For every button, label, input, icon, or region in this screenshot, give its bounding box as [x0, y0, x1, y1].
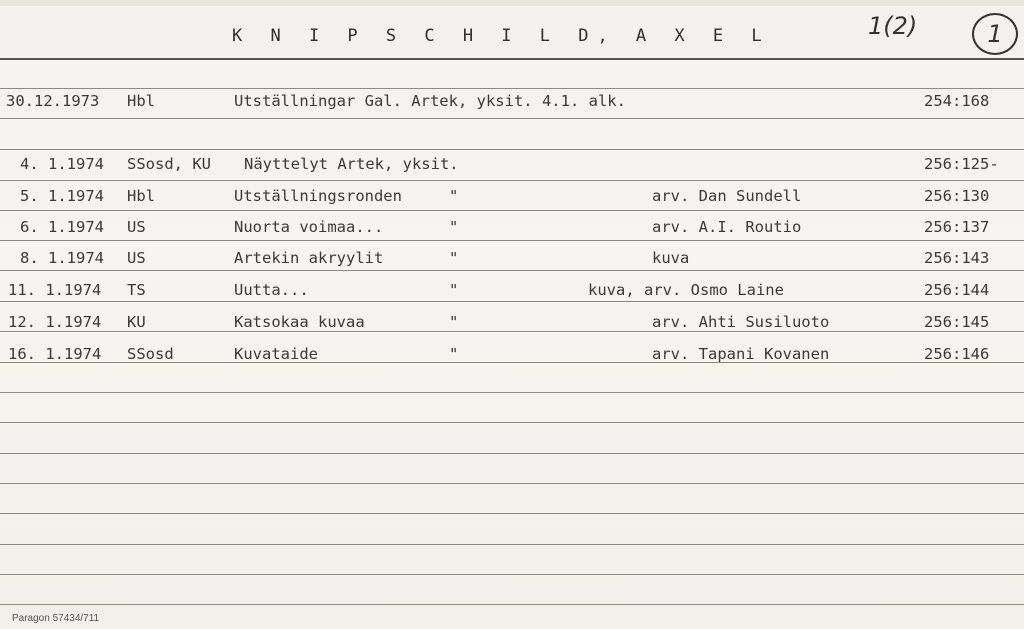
entry-ref: 256:145	[924, 313, 990, 331]
entry-date: 16. 1.1974	[8, 345, 102, 363]
entry-row	[0, 249, 1024, 273]
entry-source: US	[127, 249, 146, 267]
entry-title: Näyttelyt Artek, yksit.	[244, 155, 459, 173]
entry-row	[0, 187, 1024, 211]
entry-ref: 256:137	[924, 218, 990, 236]
entry-title: Kuvataide	[234, 345, 318, 363]
entry-date: 8. 1.1974	[20, 249, 104, 267]
card-top-edge	[0, 0, 1024, 6]
entry-source: TS	[127, 281, 146, 299]
entry-source: US	[127, 218, 146, 236]
entry-ditto: "	[449, 249, 459, 267]
entry-ditto: "	[449, 187, 459, 205]
rule-line	[0, 544, 1024, 545]
entry-source: KU	[127, 313, 146, 331]
entry-row	[0, 345, 1024, 369]
entry-source: SSosd	[127, 345, 174, 363]
entry-date: 4. 1.1974	[20, 155, 104, 173]
entry-date: 11. 1.1974	[8, 281, 102, 299]
rule-line	[0, 574, 1024, 575]
entry-note: kuva	[652, 249, 690, 267]
entry-title: Uutta...	[234, 281, 309, 299]
page-indicator: 1(2)	[868, 12, 918, 40]
entry-note: arv. Dan Sundell	[652, 187, 802, 205]
entry-title: Artekin akryylit	[234, 249, 384, 267]
entry-ditto: "	[449, 313, 459, 331]
rule-line	[0, 118, 1024, 119]
entry-ref: 254:168	[924, 92, 990, 110]
rule-line	[0, 513, 1024, 514]
entry-date: 12. 1.1974	[8, 313, 102, 331]
entry-row	[0, 92, 1024, 116]
entry-source: Hbl	[127, 187, 155, 205]
rule-line	[0, 180, 1024, 181]
entry-source: SSosd, KU	[127, 155, 211, 173]
entry-ditto: "	[449, 281, 459, 299]
entry-ref: 256:144	[924, 281, 990, 299]
entry-ref: 256:130	[924, 187, 990, 205]
circled-number: 1	[972, 13, 1018, 55]
rule-line	[0, 392, 1024, 393]
entry-title: Utställningsronden	[234, 187, 402, 205]
rule-line	[0, 453, 1024, 454]
entry-title: Katsokaa kuvaa	[234, 313, 365, 331]
rule-line	[0, 149, 1024, 150]
entry-note: arv. A.I. Routio	[652, 218, 802, 236]
printer-imprint: Paragon 57434/711	[12, 613, 100, 624]
rule-line	[0, 604, 1024, 605]
entry-note: kuva, arv. Osmo Laine	[588, 281, 784, 299]
entry-row	[0, 281, 1024, 305]
entry-ditto: "	[449, 345, 459, 363]
entry-date: 30.12.1973	[6, 92, 100, 110]
card-header-name: K N I P S C H I L D, A X E L	[232, 26, 771, 46]
rule-line	[0, 88, 1024, 89]
entry-title: Nuorta voimaa...	[234, 218, 384, 236]
entry-ref: 256:146	[924, 345, 990, 363]
rule-line	[0, 422, 1024, 423]
entry-title: Utställningar Gal. Artek, yksit. 4.1. alk.	[234, 92, 626, 110]
entry-source: Hbl	[127, 92, 155, 110]
entry-ref: 256:125-	[924, 155, 999, 173]
entry-row	[0, 313, 1024, 337]
entry-note: arv. Ahti Susiluoto	[652, 313, 830, 331]
rule-line	[0, 483, 1024, 484]
entry-row	[0, 155, 1024, 179]
entry-date: 5. 1.1974	[20, 187, 104, 205]
entry-ditto: "	[449, 218, 459, 236]
entry-row	[0, 218, 1024, 242]
entry-note: arv. Tapani Kovanen	[652, 345, 830, 363]
header-rule	[0, 58, 1024, 60]
entry-date: 6. 1.1974	[20, 218, 104, 236]
entry-ref: 256:143	[924, 249, 990, 267]
